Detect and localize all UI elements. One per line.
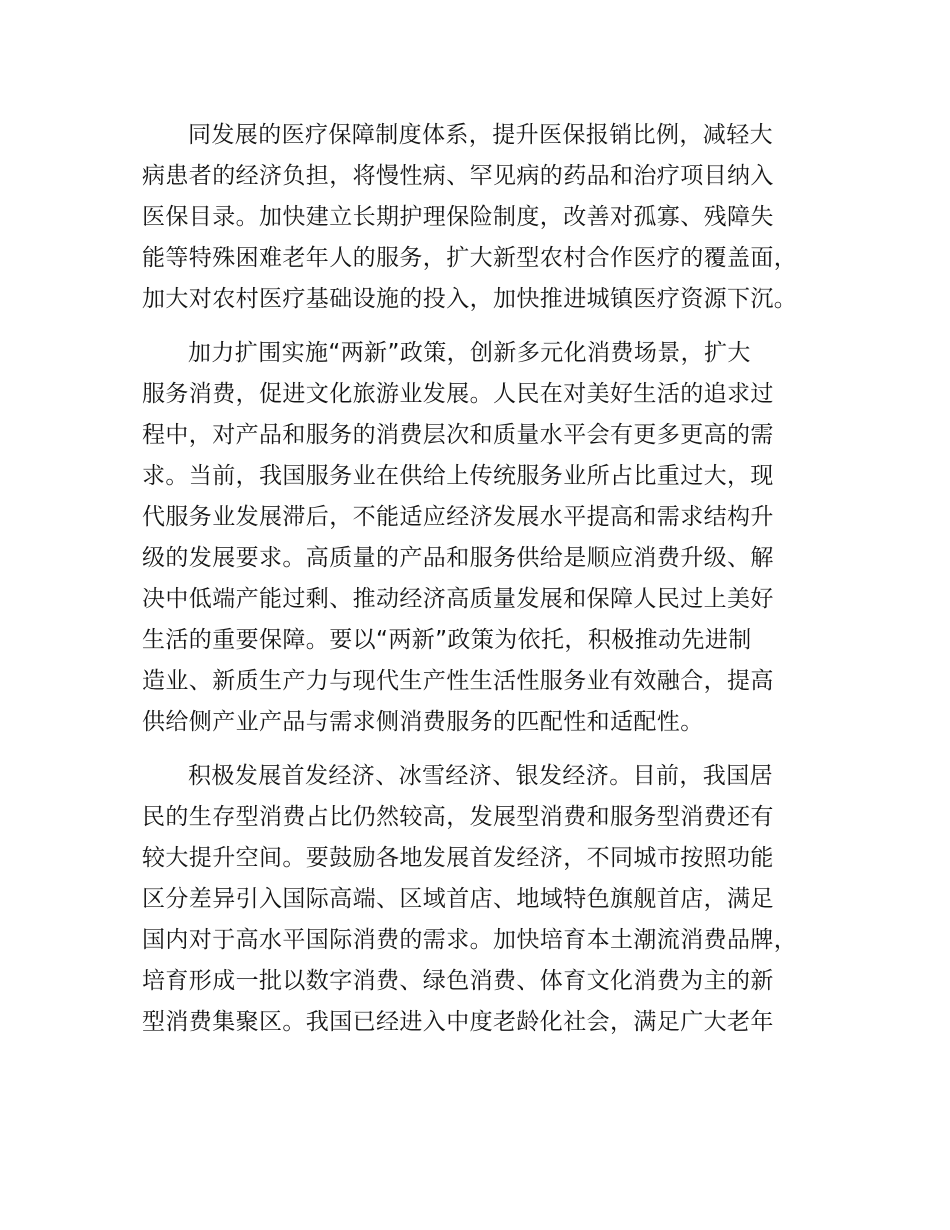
text-line: 同发展的医疗保障制度体系，提升医保报销比例，减轻大 [188, 122, 773, 148]
text-line: 型消费集聚区。我国已经进入中度老龄化社会，满足广大老年 [142, 1009, 774, 1035]
text-line: 生活的重要保障。要以“两新”政策为依托，积极推动先进制 [142, 627, 752, 653]
text-line: 程中，对产品和服务的消费层次和质量水平会有更多更高的需 [142, 422, 774, 448]
body-text [142, 115, 832, 1043]
paragraph-3 [142, 756, 832, 1043]
text-line: 培育形成一批以数字消费、绿色消费、体育文化消费为主的新 [142, 968, 774, 994]
text-line: 决中低端产能过剩、推动经济高质量发展和保障人民过上美好 [142, 586, 774, 612]
text-line: 加力扩围实施“两新”政策，创新多元化消费场景，扩大 [188, 340, 751, 366]
text-line: 供给侧产业产品与需求侧消费服务的匹配性和适配性。 [142, 709, 704, 735]
text-line: 国内对于高水平国际消费的需求。加快培育本土潮流消费品牌， [142, 927, 798, 953]
text-line: 能等特殊困难老年人的服务，扩大新型农村合作医疗的覆盖面， [142, 245, 798, 271]
text-line: 求。当前，我国服务业在供给上传统服务业所占比重过大，现 [142, 463, 774, 489]
text-line: 病患者的经济负担，将慢性病、罕见病的药品和治疗项目纳入 [142, 163, 774, 189]
text-line: 民的生存型消费占比仍然较高，发展型消费和服务型消费还有 [142, 804, 774, 830]
text-line: 加大对农村医疗基础设施的投入，加快推进城镇医疗资源下沉。 [142, 286, 798, 312]
paragraph-1 [142, 115, 832, 320]
text-line: 造业、新质生产力与现代生产性生活性服务业有效融合，提高 [142, 668, 774, 694]
text-line: 积极发展首发经济、冰雪经济、银发经济。目前，我国居 [188, 763, 773, 789]
paragraph-2 [142, 333, 832, 743]
text-line: 较大提升空间。要鼓励各地发展首发经济，不同城市按照功能 [142, 845, 774, 871]
text-line: 代服务业发展滞后，不能适应经济发展水平提高和需求结构升 [142, 504, 774, 530]
text-line: 服务消费，促进文化旅游业发展。人民在对美好生活的追求过 [142, 381, 774, 407]
text-line: 级的发展要求。高质量的产品和服务供给是顺应消费升级、解 [142, 545, 774, 571]
text-line: 区分差异引入国际高端、区域首店、地域特色旗舰首店，满足 [142, 886, 774, 912]
text-line: 医保目录。加快建立长期护理保险制度，改善对孤寡、残障失 [142, 204, 774, 230]
